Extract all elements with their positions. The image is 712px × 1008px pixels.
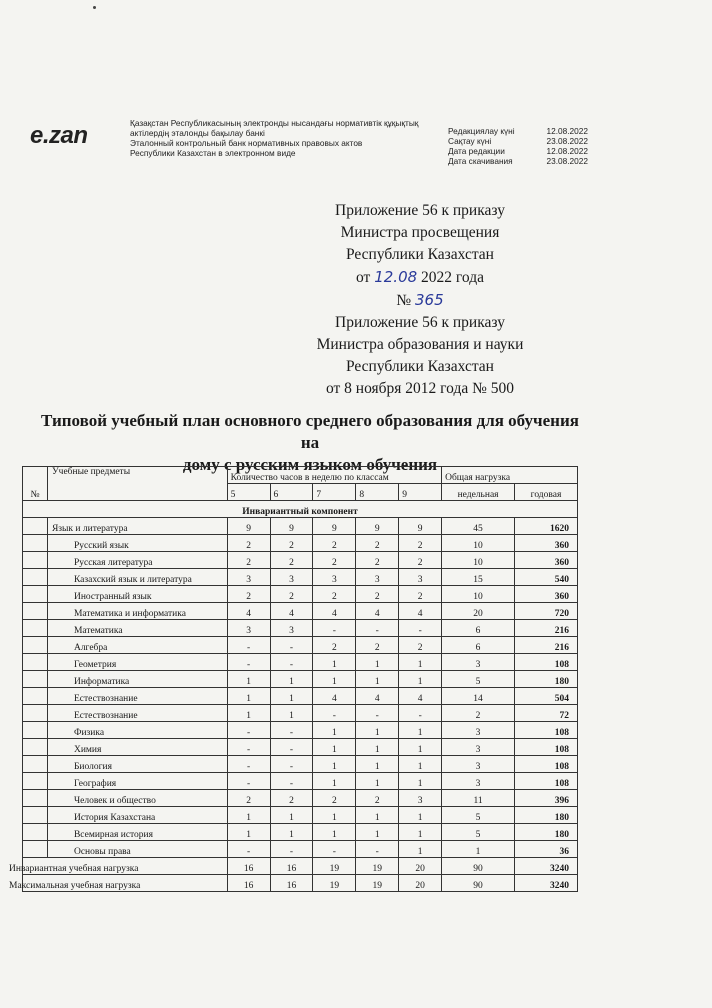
hours-cell: 19 xyxy=(356,858,399,875)
yearly-cell: 108 xyxy=(515,773,578,790)
appendix-line: Приложение 56 к приказу xyxy=(335,202,505,219)
row-number-cell xyxy=(23,620,48,637)
hours-cell: 1 xyxy=(270,688,313,705)
subject-cell: Всемирная история xyxy=(47,824,227,841)
title-line: дому с русским языком обучения xyxy=(182,455,438,474)
subject-cell: Биология xyxy=(47,756,227,773)
hours-cell: 9 xyxy=(270,518,313,535)
appendix-original xyxy=(300,312,540,400)
hours-cell: 3 xyxy=(227,569,270,586)
subject-cell: Иностранный язык xyxy=(47,586,227,603)
row-number-cell xyxy=(23,824,48,841)
subject-cell: Человек и общество xyxy=(47,790,227,807)
table-row xyxy=(23,705,578,722)
hours-cell: 3 xyxy=(270,569,313,586)
hours-cell: 2 xyxy=(356,790,399,807)
row-number-cell xyxy=(23,722,48,739)
grade-header: 5 xyxy=(227,484,270,501)
yearly-cell: 3240 xyxy=(515,858,578,875)
total-label: Инвариантная учебная нагрузка xyxy=(23,858,228,875)
hours-cell: - xyxy=(227,773,270,790)
row-number-cell xyxy=(23,756,48,773)
hours-cell: 2 xyxy=(356,637,399,654)
weekly-cell: 3 xyxy=(442,756,515,773)
hours-cell: 9 xyxy=(356,518,399,535)
hours-cell: 1 xyxy=(227,807,270,824)
table-row xyxy=(23,756,578,773)
weekly-cell: 6 xyxy=(442,620,515,637)
date-label: Дата скачивания xyxy=(448,156,513,166)
hours-cell: - xyxy=(270,739,313,756)
hours-cell: 2 xyxy=(227,790,270,807)
hours-cell: 1 xyxy=(399,773,442,790)
row-number-cell xyxy=(23,841,48,858)
yearly-cell: 360 xyxy=(515,552,578,569)
subject-cell: Физика xyxy=(47,722,227,739)
hours-cell: 2 xyxy=(313,637,356,654)
hours-cell: - xyxy=(270,722,313,739)
logo: e.zan xyxy=(30,122,88,149)
weekly-cell: 90 xyxy=(442,875,515,892)
hours-cell: 9 xyxy=(227,518,270,535)
hours-cell: 1 xyxy=(356,756,399,773)
hours-cell: 2 xyxy=(227,535,270,552)
table-row xyxy=(23,671,578,688)
handwritten-number: 365 xyxy=(415,291,444,309)
appendix-line: Республики Казахстан xyxy=(346,246,494,263)
weekly-cell: 10 xyxy=(442,586,515,603)
hours-cell: 2 xyxy=(399,535,442,552)
yearly-cell: 216 xyxy=(515,620,578,637)
weekly-cell: 10 xyxy=(442,552,515,569)
table-row xyxy=(23,807,578,824)
hours-header: Количество часов в неделю по классам xyxy=(227,467,441,484)
subject-cell: Химия xyxy=(47,739,227,756)
hours-cell: - xyxy=(227,654,270,671)
hours-cell: 2 xyxy=(270,552,313,569)
hours-cell: 1 xyxy=(399,824,442,841)
hours-cell: 16 xyxy=(270,858,313,875)
table-row xyxy=(23,637,578,654)
hours-cell: 1 xyxy=(313,773,356,790)
total-row xyxy=(23,858,578,875)
yearly-cell: 180 xyxy=(515,807,578,824)
table-row xyxy=(23,620,578,637)
weekly-header: недельная xyxy=(442,484,515,501)
row-number-cell xyxy=(23,705,48,722)
hours-cell: 2 xyxy=(313,535,356,552)
hours-cell: 16 xyxy=(227,858,270,875)
date-prefix: от xyxy=(356,269,371,286)
row-number-cell xyxy=(23,790,48,807)
yearly-cell: 3240 xyxy=(515,875,578,892)
weekly-cell: 20 xyxy=(442,603,515,620)
header-institution-lines xyxy=(130,118,430,158)
table-row xyxy=(23,841,578,858)
weekly-cell: 3 xyxy=(442,654,515,671)
yearly-cell: 216 xyxy=(515,637,578,654)
header-line: Республики Казахстан в электронном виде xyxy=(130,148,296,158)
hours-cell: - xyxy=(313,705,356,722)
hours-cell: 1 xyxy=(227,671,270,688)
hours-cell: - xyxy=(399,705,442,722)
appendix-current xyxy=(300,200,540,312)
hours-cell: 19 xyxy=(313,875,356,892)
yearly-cell: 72 xyxy=(515,705,578,722)
subject-cell: Информатика xyxy=(47,671,227,688)
subject-cell: Основы права xyxy=(47,841,227,858)
grade-header: 9 xyxy=(399,484,442,501)
date-label: Сақтау күні xyxy=(448,136,492,146)
hours-cell: 1 xyxy=(313,807,356,824)
weekly-cell: 45 xyxy=(442,518,515,535)
appendix-line: Приложение 56 к приказу xyxy=(335,314,505,331)
hours-cell: - xyxy=(356,620,399,637)
date-value: 23.08.2022 xyxy=(546,136,588,146)
yearly-cell: 396 xyxy=(515,790,578,807)
hours-cell: 1 xyxy=(270,824,313,841)
hours-cell: 4 xyxy=(399,603,442,620)
hours-cell: 1 xyxy=(399,756,442,773)
hours-cell: 2 xyxy=(270,535,313,552)
hours-cell: 4 xyxy=(227,603,270,620)
hours-cell: - xyxy=(313,841,356,858)
appendix-number-line xyxy=(300,289,540,312)
hours-cell: 1 xyxy=(270,807,313,824)
subject-cell: Казахский язык и литература xyxy=(47,569,227,586)
weekly-cell: 6 xyxy=(442,637,515,654)
weekly-cell: 5 xyxy=(442,671,515,688)
hours-cell: 1 xyxy=(313,756,356,773)
weekly-cell: 14 xyxy=(442,688,515,705)
header-line: Эталонный контрольный банк нормативных правовых актов xyxy=(130,138,363,148)
hours-cell: 2 xyxy=(399,586,442,603)
hours-cell: - xyxy=(227,756,270,773)
grade-header: 7 xyxy=(313,484,356,501)
hours-cell: - xyxy=(270,637,313,654)
yearly-cell: 108 xyxy=(515,722,578,739)
hours-cell: 2 xyxy=(399,552,442,569)
hours-cell: 16 xyxy=(227,875,270,892)
hours-cell: 2 xyxy=(227,552,270,569)
date-value: 12.08.2022 xyxy=(546,146,588,156)
table-row xyxy=(23,654,578,671)
weekly-cell: 2 xyxy=(442,705,515,722)
weekly-cell: 3 xyxy=(442,773,515,790)
header-line: актілердің эталонды бақылау банкі xyxy=(130,128,265,138)
hours-cell: 1 xyxy=(356,654,399,671)
weekly-cell: 15 xyxy=(442,569,515,586)
yearly-cell: 108 xyxy=(515,756,578,773)
yearly-cell: 360 xyxy=(515,586,578,603)
hours-cell: 1 xyxy=(356,773,399,790)
table-row xyxy=(23,790,578,807)
hours-cell: 4 xyxy=(399,688,442,705)
hours-cell: - xyxy=(399,620,442,637)
date-row xyxy=(448,146,588,156)
hours-cell: - xyxy=(227,722,270,739)
hours-cell: 4 xyxy=(313,603,356,620)
weekly-cell: 11 xyxy=(442,790,515,807)
appendix-line: Республики Казахстан xyxy=(346,358,494,375)
hours-cell: 1 xyxy=(356,722,399,739)
weekly-cell: 5 xyxy=(442,807,515,824)
hours-cell: - xyxy=(270,773,313,790)
grade-header: 8 xyxy=(356,484,399,501)
date-row xyxy=(448,156,588,166)
load-header: Общая нагрузка xyxy=(442,467,578,484)
table-row xyxy=(23,552,578,569)
hours-cell: - xyxy=(227,841,270,858)
hours-cell: - xyxy=(356,705,399,722)
hours-cell: 1 xyxy=(270,671,313,688)
table-row xyxy=(23,688,578,705)
hours-cell: 3 xyxy=(313,569,356,586)
hours-cell: 3 xyxy=(399,569,442,586)
row-number-cell xyxy=(23,739,48,756)
weekly-cell: 10 xyxy=(442,535,515,552)
hours-cell: - xyxy=(270,756,313,773)
hours-cell: 2 xyxy=(356,586,399,603)
appendix-line: от 8 ноября 2012 года № 500 xyxy=(325,380,515,397)
table-row xyxy=(23,722,578,739)
header-dates xyxy=(448,126,588,166)
row-number-cell xyxy=(23,807,48,824)
hours-cell: 1 xyxy=(399,841,442,858)
table-body xyxy=(9,518,578,892)
hours-cell: - xyxy=(227,637,270,654)
row-number-cell xyxy=(23,569,48,586)
title-line: Типовой учебный план основного среднего образования для обучения на xyxy=(41,411,579,452)
yearly-header: годовая xyxy=(515,484,578,501)
hours-cell: 4 xyxy=(356,603,399,620)
hours-cell: 2 xyxy=(313,586,356,603)
hours-cell: 2 xyxy=(313,790,356,807)
date-row xyxy=(448,136,588,146)
table-row xyxy=(23,603,578,620)
hours-cell: 1 xyxy=(313,671,356,688)
date-label: Дата редакции xyxy=(448,146,505,156)
hours-cell: 1 xyxy=(356,671,399,688)
hours-cell: 9 xyxy=(313,518,356,535)
hours-cell: 3 xyxy=(356,569,399,586)
row-number-cell xyxy=(23,552,48,569)
yearly-cell: 1620 xyxy=(515,518,578,535)
date-row xyxy=(448,126,588,136)
appendix-line: Министра просвещения xyxy=(340,224,500,241)
yearly-cell: 108 xyxy=(515,739,578,756)
hours-cell: 1 xyxy=(356,739,399,756)
appendix-line: Министра образования и науки xyxy=(316,336,524,353)
curriculum-table xyxy=(9,466,578,892)
subject-cell: Русская литература xyxy=(47,552,227,569)
yearly-cell: 36 xyxy=(515,841,578,858)
hours-cell: 16 xyxy=(270,875,313,892)
row-number-cell xyxy=(23,518,48,535)
table-row xyxy=(23,773,578,790)
weekly-cell: 5 xyxy=(442,824,515,841)
subject-cell: Математика xyxy=(47,620,227,637)
hours-cell: 1 xyxy=(313,722,356,739)
yearly-cell: 108 xyxy=(515,654,578,671)
date-value: 12.08.2022 xyxy=(546,126,588,136)
row-number-cell xyxy=(23,688,48,705)
hours-cell: 1 xyxy=(313,824,356,841)
hours-cell: 2 xyxy=(227,586,270,603)
subject-cell: Алгебра xyxy=(47,637,227,654)
hours-cell: 2 xyxy=(356,552,399,569)
hours-cell: 1 xyxy=(399,739,442,756)
hours-cell: - xyxy=(270,841,313,858)
date-value: 23.08.2022 xyxy=(546,156,588,166)
hours-cell: - xyxy=(227,739,270,756)
weekly-cell: 3 xyxy=(442,722,515,739)
hours-cell: - xyxy=(270,654,313,671)
yearly-cell: 540 xyxy=(515,569,578,586)
hours-cell: 1 xyxy=(270,705,313,722)
hours-cell: 1 xyxy=(227,688,270,705)
hours-cell: 19 xyxy=(313,858,356,875)
weekly-cell: 90 xyxy=(442,858,515,875)
hours-cell: 1 xyxy=(399,654,442,671)
row-number-cell xyxy=(23,637,48,654)
row-number-cell xyxy=(23,671,48,688)
hours-cell: 4 xyxy=(356,688,399,705)
hours-cell: 3 xyxy=(227,620,270,637)
hours-cell: 2 xyxy=(313,552,356,569)
yearly-cell: 180 xyxy=(515,671,578,688)
hours-cell: - xyxy=(356,841,399,858)
hours-cell: 1 xyxy=(399,671,442,688)
hours-cell: 1 xyxy=(227,705,270,722)
subject-cell: Русский язык xyxy=(47,535,227,552)
subject-cell: Естествознание xyxy=(47,705,227,722)
weekly-cell: 3 xyxy=(442,739,515,756)
hours-cell: 1 xyxy=(313,654,356,671)
grade-header: 6 xyxy=(270,484,313,501)
subject-cell: Геометрия xyxy=(47,654,227,671)
yearly-cell: 180 xyxy=(515,824,578,841)
row-number-cell xyxy=(23,586,48,603)
subjects-header: Учебные предметы xyxy=(47,467,227,501)
hours-cell: 3 xyxy=(270,620,313,637)
hours-cell: 20 xyxy=(399,858,442,875)
table-row xyxy=(23,824,578,841)
hours-cell: 1 xyxy=(399,807,442,824)
table-row xyxy=(23,586,578,603)
hours-cell: - xyxy=(313,620,356,637)
hours-cell: 1 xyxy=(356,824,399,841)
yearly-cell: 504 xyxy=(515,688,578,705)
hours-cell: 1 xyxy=(399,722,442,739)
hours-cell: 9 xyxy=(399,518,442,535)
hours-cell: 4 xyxy=(270,603,313,620)
weekly-cell: 1 xyxy=(442,841,515,858)
hours-cell: 2 xyxy=(399,637,442,654)
hours-cell: 4 xyxy=(313,688,356,705)
subject-cell: Язык и литература xyxy=(47,518,227,535)
table-row xyxy=(23,569,578,586)
date-label: Редакциялау күні xyxy=(448,126,515,136)
total-label: Максимальная учебная нагрузка xyxy=(23,875,228,892)
handwritten-date: 12.08 xyxy=(374,268,418,286)
yearly-cell: 360 xyxy=(515,535,578,552)
header-line: Қазақстан Республикасының электронды нысандағы нормативтік құқықтық xyxy=(130,118,419,128)
hours-cell: 3 xyxy=(399,790,442,807)
hours-cell: 1 xyxy=(313,739,356,756)
table-row xyxy=(23,518,578,535)
date-suffix: 2022 года xyxy=(421,269,484,286)
hours-cell: 2 xyxy=(356,535,399,552)
hours-cell: 1 xyxy=(227,824,270,841)
subject-cell: География xyxy=(47,773,227,790)
section-header: Инвариантный компонент xyxy=(23,501,578,518)
hours-cell: 2 xyxy=(270,586,313,603)
row-number-cell xyxy=(23,535,48,552)
hours-cell: 20 xyxy=(399,875,442,892)
yearly-cell: 720 xyxy=(515,603,578,620)
row-number-cell xyxy=(23,773,48,790)
subject-cell: Математика и информатика xyxy=(47,603,227,620)
total-row xyxy=(23,875,578,892)
hours-cell: 1 xyxy=(356,807,399,824)
hours-cell: 19 xyxy=(356,875,399,892)
corner-header: № xyxy=(23,467,48,501)
row-number-cell xyxy=(23,654,48,671)
row-number-cell xyxy=(23,603,48,620)
hours-cell: 2 xyxy=(270,790,313,807)
table-row xyxy=(23,535,578,552)
subject-cell: История Казахстана xyxy=(47,807,227,824)
subject-cell: Естествознание xyxy=(47,688,227,705)
scan-speck xyxy=(93,6,96,9)
appendix-date-line xyxy=(300,266,540,289)
number-prefix: № xyxy=(396,292,412,309)
table-row xyxy=(23,739,578,756)
